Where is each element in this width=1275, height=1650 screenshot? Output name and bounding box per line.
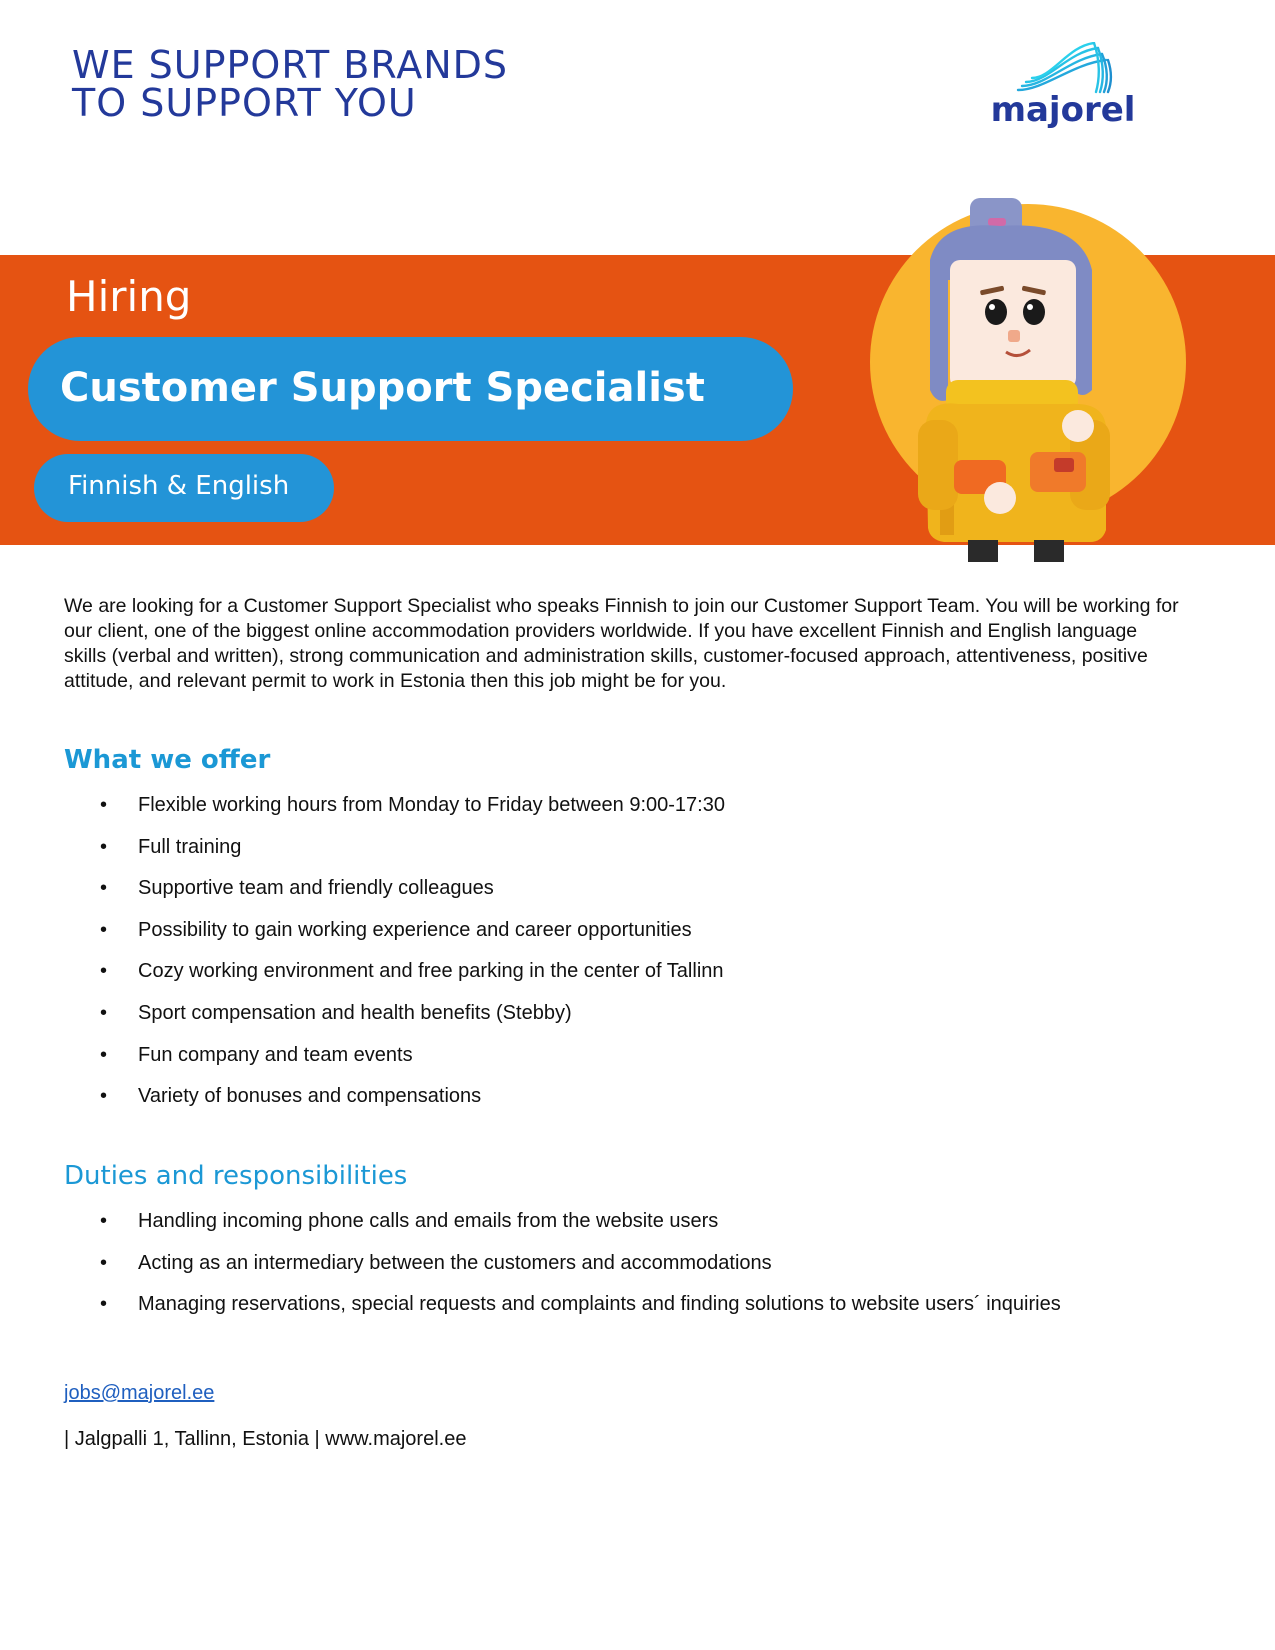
list-item [100,1042,725,1084]
bullet-icon: • [100,835,108,858]
bullet-icon: • [100,1293,108,1316]
bullet-icon: • [100,960,108,983]
bullet-icon: • [100,918,108,941]
mascot-illustration [870,190,1210,570]
languages-pill [34,454,334,522]
offer-list [100,792,725,1125]
offer-heading: What we offer [64,745,271,775]
tagline-line-2: TO SUPPORT YOU [72,81,417,125]
bullet-icon: • [100,1043,108,1066]
list-item-text: Managing reservations, special requests and complaints and finding solutions to website users´ inquiries [138,1293,1061,1316]
bullet-icon: • [100,1001,108,1024]
list-item [100,1083,725,1125]
logo-wave-icon [988,42,1138,94]
tagline [72,43,509,125]
majorel-logo [988,42,1138,132]
list-item-text: Acting as an intermediary between the customers and accommodations [138,1251,772,1274]
logo-wordmark: majorel [990,90,1136,130]
languages-label: Finnish & English [68,471,290,501]
bullet-icon: • [100,794,108,816]
job-title: Customer Support Specialist [60,365,705,411]
list-item [100,1291,1061,1333]
tagline-line-1: WE SUPPORT BRANDS [72,43,509,87]
bullet-icon: • [100,1251,108,1274]
list-item [100,834,725,876]
list-item [100,1208,1061,1250]
address-line: | Jalgpalli 1, Tallinn, Estonia | www.majorel.ee [64,1428,467,1450]
list-item-text: Handling incoming phone calls and emails from the website users [138,1210,719,1232]
list-item [100,1000,725,1042]
intro-paragraph: We are looking for a Customer Support Specialist who speaks Finnish to join our Customer Support Team. You will be working for our client, one of the biggest online accommodation providers worldwide. If you have excellent Finnish and English language skills (verbal and written), strong communication and administration skills, customer-focused approach, attentiveness, positive attitude, and relevant permit to work in Estonia then this job might be for you. [64,595,1179,692]
list-item [100,875,725,917]
job-title-pill [28,337,793,441]
hiring-label: Hiring [66,272,192,321]
list-item [100,958,725,1000]
list-item-text: Cozy working environment and free parking in the center of Tallinn [138,960,724,983]
list-item-text: Fun company and team events [138,1043,413,1066]
email-link[interactable]: jobs@majorel.ee [64,1382,215,1404]
list-item-text: Full training [138,835,242,858]
list-item-text: Possibility to gain working experience and career opportunities [138,918,692,941]
bullet-icon: • [100,1210,108,1232]
list-item-text: Variety of bonuses and compensations [138,1085,482,1108]
list-item [100,917,725,959]
bullet-icon: • [100,1085,108,1108]
list-item [100,792,725,834]
list-item-text: Supportive team and friendly colleagues [138,877,494,900]
bullet-icon: • [100,877,108,900]
list-item-text: Flexible working hours from Monday to Friday between 9:00-17:30 [138,794,725,816]
list-item-text: Sport compensation and health benefits (Stebby) [138,1001,572,1024]
list-item [100,1250,1061,1292]
duties-list [100,1208,1061,1333]
duties-heading: Duties and responsibilities [64,1161,408,1191]
